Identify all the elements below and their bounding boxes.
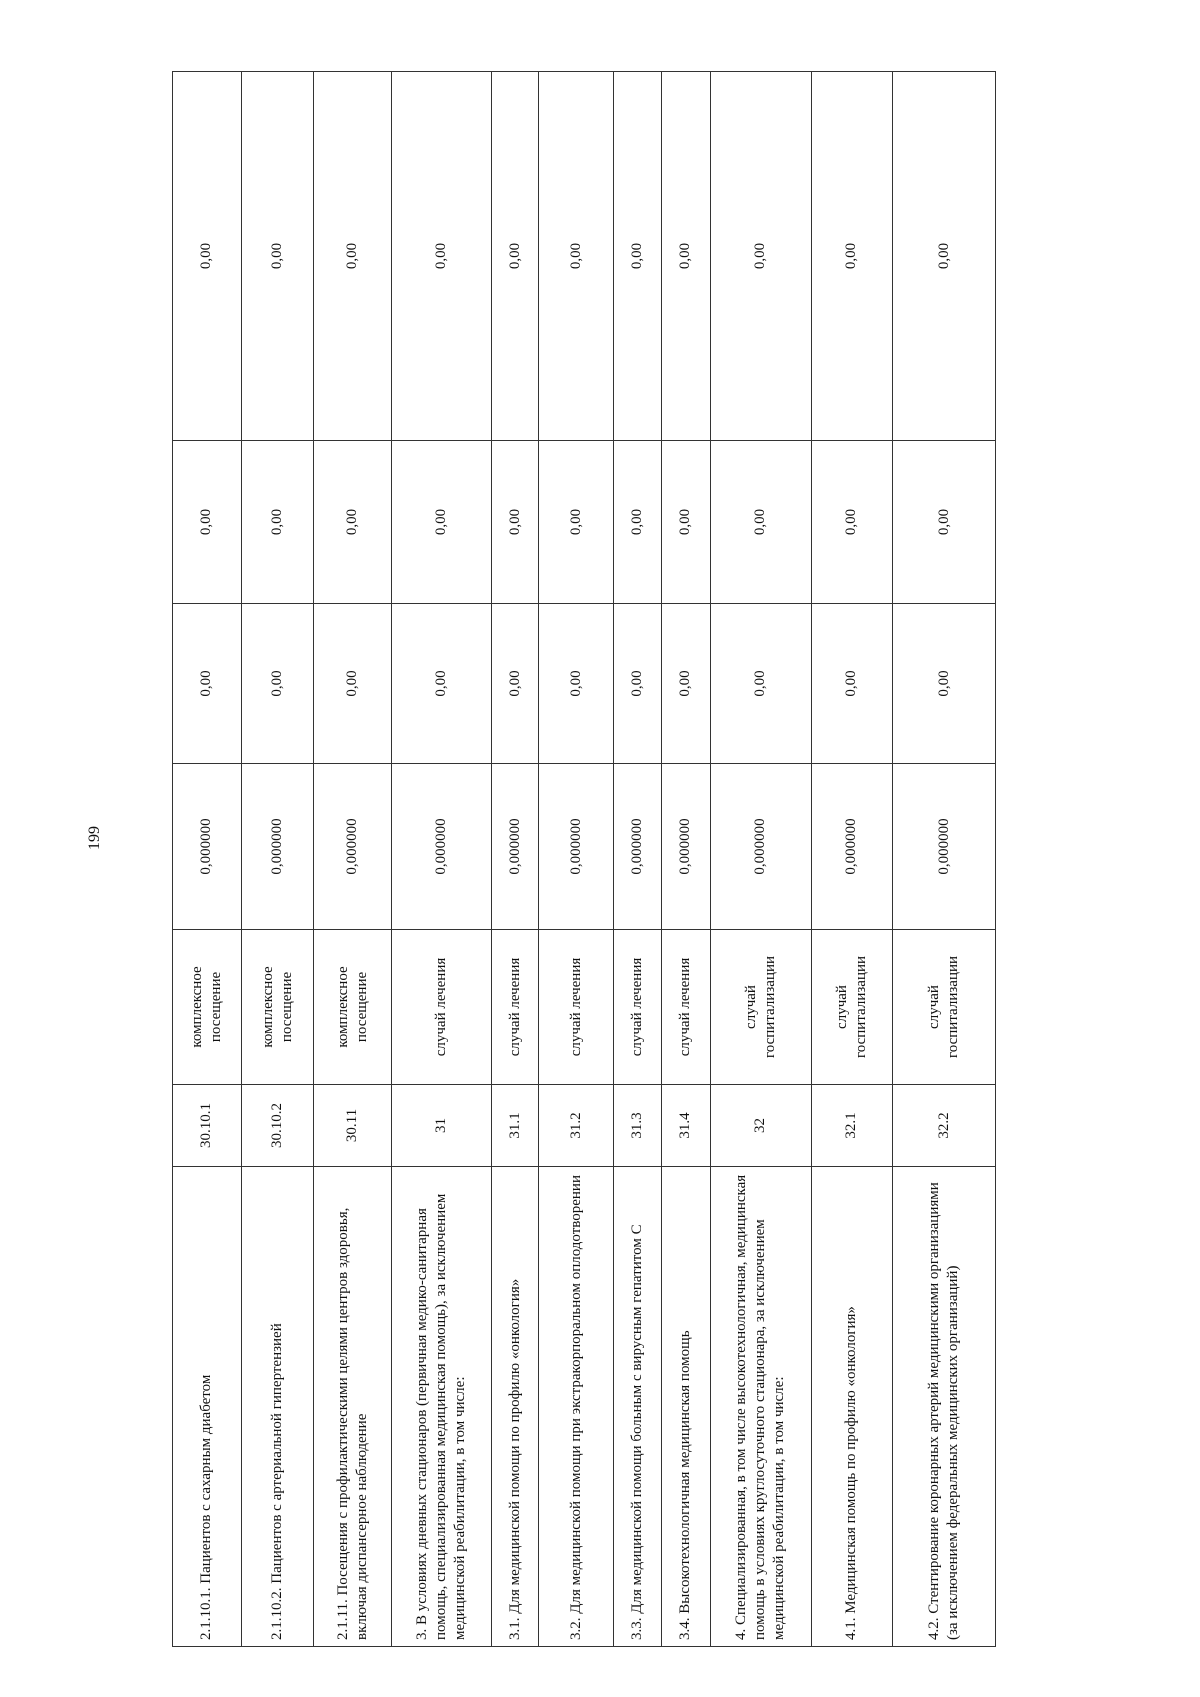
row-value-1: 0,000000 bbox=[241, 764, 314, 930]
row-number: 31.2 bbox=[539, 1085, 614, 1167]
row-name: 4. Специализированная, в том числе высокотехнологичная, медицинская помощь в условиях круглосуточного стационара, за исключением медицинской реабилитации, в том числе: bbox=[710, 1167, 811, 1647]
row-value-1: 0,000000 bbox=[614, 764, 661, 930]
row-name: 2.1.10.2. Пациентов с артериальной гипертензией bbox=[241, 1167, 314, 1647]
table-row bbox=[391, 72, 492, 1647]
table-row bbox=[539, 72, 614, 1647]
row-value-4: 0,00 bbox=[173, 72, 242, 441]
row-value-3: 0,00 bbox=[492, 441, 539, 604]
row-value-3: 0,00 bbox=[241, 441, 314, 604]
row-number: 32 bbox=[710, 1085, 811, 1167]
row-value-3: 0,00 bbox=[391, 441, 492, 604]
table-row bbox=[710, 72, 811, 1647]
row-name: 4.1. Медицинская помощь по профилю «онкология» bbox=[811, 1167, 892, 1647]
row-unit: случай лечения bbox=[539, 930, 614, 1085]
row-value-3: 0,00 bbox=[539, 441, 614, 604]
row-value-1: 0,000000 bbox=[710, 764, 811, 930]
row-value-4: 0,00 bbox=[391, 72, 492, 441]
row-value-4: 0,00 bbox=[241, 72, 314, 441]
row-name: 3. В условиях дневных стационаров (первичная медико-санитарная помощь, специализированная медицинская помощь), за исключением медицинской реабилитации, в том числе: bbox=[391, 1167, 492, 1647]
row-value-4: 0,00 bbox=[710, 72, 811, 441]
row-name: 2.1.10.1. Пациентов с сахарным диабетом bbox=[173, 1167, 242, 1647]
row-unit: случай лечения bbox=[661, 930, 710, 1085]
table-row bbox=[173, 72, 242, 1647]
row-number: 32.2 bbox=[893, 1085, 996, 1167]
row-value-2: 0,00 bbox=[710, 604, 811, 764]
row-value-4: 0,00 bbox=[539, 72, 614, 441]
data-table bbox=[172, 71, 996, 1647]
row-value-2: 0,00 bbox=[811, 604, 892, 764]
row-unit: случай госпитализации bbox=[811, 930, 892, 1085]
row-value-2: 0,00 bbox=[539, 604, 614, 764]
table-row bbox=[241, 72, 314, 1647]
row-number: 30.11 bbox=[314, 1085, 391, 1167]
row-value-3: 0,00 bbox=[710, 441, 811, 604]
row-value-3: 0,00 bbox=[661, 441, 710, 604]
row-unit: случай лечения bbox=[492, 930, 539, 1085]
row-value-3: 0,00 bbox=[173, 441, 242, 604]
table-row bbox=[893, 72, 996, 1647]
row-value-4: 0,00 bbox=[811, 72, 892, 441]
row-value-3: 0,00 bbox=[811, 441, 892, 604]
row-number: 31.4 bbox=[661, 1085, 710, 1167]
row-value-1: 0,000000 bbox=[893, 764, 996, 930]
row-value-3: 0,00 bbox=[314, 441, 391, 604]
table-row bbox=[661, 72, 710, 1647]
table-row bbox=[314, 72, 391, 1647]
row-number: 31.1 bbox=[492, 1085, 539, 1167]
row-value-2: 0,00 bbox=[614, 604, 661, 764]
row-name: 3.4. Высокотехнологичная медицинская помощь bbox=[661, 1167, 710, 1647]
page-number: 199 bbox=[86, 826, 103, 850]
row-value-4: 0,00 bbox=[661, 72, 710, 441]
row-value-4: 0,00 bbox=[314, 72, 391, 441]
row-value-4: 0,00 bbox=[893, 72, 996, 441]
row-unit: комплексное посещение bbox=[314, 930, 391, 1085]
row-unit: комплексное посещение bbox=[241, 930, 314, 1085]
row-value-1: 0,000000 bbox=[173, 764, 242, 930]
row-value-2: 0,00 bbox=[893, 604, 996, 764]
row-unit: комплексное посещение bbox=[173, 930, 242, 1085]
row-value-4: 0,00 bbox=[492, 72, 539, 441]
row-value-4: 0,00 bbox=[614, 72, 661, 441]
row-name: 2.1.11. Посещения с профилактическими целями центров здоровья, включая диспансерное наблюдение bbox=[314, 1167, 391, 1647]
row-number: 30.10.1 bbox=[173, 1085, 242, 1167]
row-value-2: 0,00 bbox=[492, 604, 539, 764]
row-value-2: 0,00 bbox=[391, 604, 492, 764]
row-unit: случай лечения bbox=[391, 930, 492, 1085]
row-number: 32.1 bbox=[811, 1085, 892, 1167]
row-name: 3.2. Для медицинской помощи при экстракорпоральном оплодотворении bbox=[539, 1167, 614, 1647]
rotated-table-wrapper bbox=[172, 72, 996, 1647]
row-value-3: 0,00 bbox=[614, 441, 661, 604]
row-value-2: 0,00 bbox=[241, 604, 314, 764]
row-name: 3.3. Для медицинской помощи больным с вирусным гепатитом С bbox=[614, 1167, 661, 1647]
row-number: 31 bbox=[391, 1085, 492, 1167]
row-value-1: 0,000000 bbox=[492, 764, 539, 930]
row-value-1: 0,000000 bbox=[661, 764, 710, 930]
row-value-2: 0,00 bbox=[314, 604, 391, 764]
row-value-2: 0,00 bbox=[173, 604, 242, 764]
row-name: 3.1. Для медицинской помощи по профилю «онкология» bbox=[492, 1167, 539, 1647]
row-value-2: 0,00 bbox=[661, 604, 710, 764]
row-unit: случай госпитализации bbox=[710, 930, 811, 1085]
row-value-1: 0,000000 bbox=[314, 764, 391, 930]
row-unit: случай лечения bbox=[614, 930, 661, 1085]
row-value-1: 0,000000 bbox=[539, 764, 614, 930]
row-value-3: 0,00 bbox=[893, 441, 996, 604]
row-value-1: 0,000000 bbox=[391, 764, 492, 930]
row-number: 31.3 bbox=[614, 1085, 661, 1167]
row-unit: случай госпитализации bbox=[893, 930, 996, 1085]
row-number: 30.10.2 bbox=[241, 1085, 314, 1167]
table-row bbox=[614, 72, 661, 1647]
table-row bbox=[811, 72, 892, 1647]
row-value-1: 0,000000 bbox=[811, 764, 892, 930]
row-name: 4.2. Стентирование коронарных артерий медицинскими организациями (за исключением федеральных медицинских организаций) bbox=[893, 1167, 996, 1647]
table-row bbox=[492, 72, 539, 1647]
